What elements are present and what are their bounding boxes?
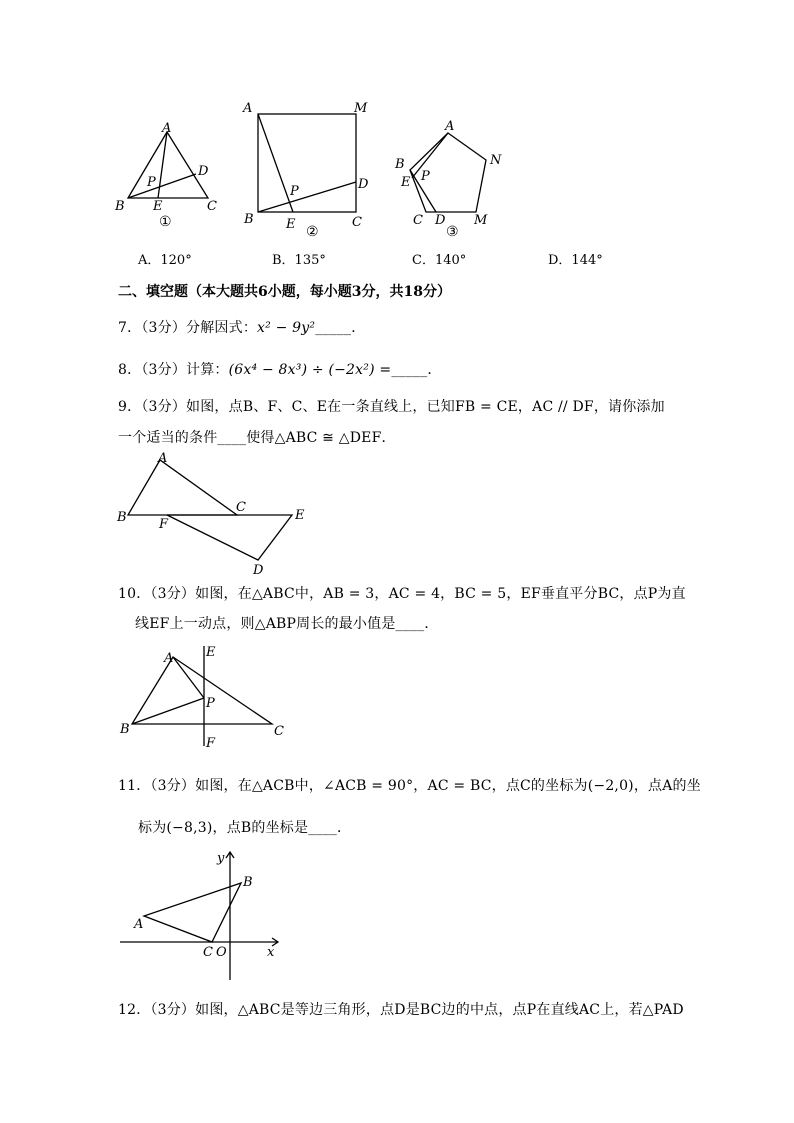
segment-ae <box>412 133 448 178</box>
label-c: C <box>352 215 362 230</box>
q11-number: 11． <box>118 778 151 794</box>
label-y: y <box>217 851 225 866</box>
label-p: P <box>206 696 215 711</box>
triangle-def <box>167 515 292 560</box>
q7-number: 7． <box>118 320 142 336</box>
label-e: E <box>286 217 296 232</box>
label-c: C <box>203 945 213 960</box>
question-8 <box>118 359 442 379</box>
option-a: A．120° <box>138 253 192 268</box>
label-e: E <box>206 645 216 660</box>
question-11-line-2: 标为(−8,3)，点B的坐标是____． <box>138 820 352 836</box>
figure-3-pentagon <box>390 116 510 240</box>
label-f: F <box>159 517 169 532</box>
label-m: M <box>354 101 368 116</box>
question-11-line-1 <box>118 775 701 795</box>
label-p: P <box>290 184 299 199</box>
question-12-line-1 <box>118 999 684 1019</box>
label-b: B <box>117 510 127 525</box>
label-b: B <box>115 199 125 214</box>
caption-3: ③ <box>446 224 459 240</box>
label-b: B <box>395 157 405 172</box>
question-7 <box>118 317 365 337</box>
option-b: B．135° <box>272 253 326 268</box>
figure-q11 <box>112 846 292 986</box>
label-c: C <box>207 199 217 214</box>
caption-2: ② <box>306 224 319 240</box>
segment-ae <box>158 132 167 198</box>
label-a: A <box>445 119 455 134</box>
q8-blank: _____ <box>391 362 428 378</box>
label-d: D <box>358 177 369 192</box>
label-e: E <box>153 199 163 214</box>
figure-1-triangle <box>112 118 222 230</box>
question-9-line-2: 一个适当的条件____使得△ABC ≅ △DEF． <box>118 430 396 446</box>
figure-q9 <box>112 448 322 578</box>
label-n: N <box>490 153 502 168</box>
label-m: M <box>474 213 488 228</box>
segment-ae <box>258 114 293 212</box>
label-d: D <box>253 563 264 578</box>
question-10-line-1 <box>118 583 686 603</box>
q9-score: （3分） <box>141 399 187 415</box>
q11-score: （3分） <box>150 778 196 794</box>
q7-text: 分解因式： <box>186 320 258 336</box>
label-a: A <box>243 101 253 116</box>
triangle-abc <box>128 132 208 198</box>
label-a: A <box>162 121 172 136</box>
triangle-abc <box>128 460 237 515</box>
figure-q10 <box>112 640 302 752</box>
q8-score: （3分） <box>141 362 187 378</box>
label-e: E <box>401 175 411 190</box>
q10-number: 10． <box>118 586 151 602</box>
label-f: F <box>206 736 216 751</box>
figure-2-square <box>240 98 380 240</box>
q8-end: ． <box>427 362 442 378</box>
label-a: A <box>164 651 174 666</box>
label-a: A <box>134 917 144 932</box>
question-10-line-2: 线EF上一动点，则△ABP周长的最小值是____． <box>135 616 439 632</box>
label-c: C <box>236 500 246 515</box>
label-d: D <box>435 213 446 228</box>
question-9-line-1 <box>118 396 665 416</box>
caption-1: ① <box>159 214 172 230</box>
q11-text-1: 如图，在△ACB中，∠ACB = 90°，AC = BC，点C的坐标为(−2,0)，点A的坐 <box>195 778 701 794</box>
q9-text-1: 如图，点B、F、C、E在一条直线上，已知FB = CE，AC // DF，请你添加 <box>186 399 665 415</box>
label-o: O <box>216 945 227 960</box>
q10-score: （3分） <box>150 586 196 602</box>
label-e: E <box>295 508 305 523</box>
segment-bd <box>128 174 196 198</box>
q10-text-1: 如图，在△ABC中，AB = 3，AC = 4，BC = 5，EF垂直平分BC，点P为直 <box>195 586 686 602</box>
segment-bd <box>258 182 356 212</box>
segment-bp <box>132 698 204 724</box>
label-x: x <box>267 945 275 960</box>
label-c: C <box>413 213 423 228</box>
q8-number: 8． <box>118 362 142 378</box>
label-b: B <box>243 875 253 890</box>
option-c: C．140° <box>412 253 467 268</box>
triangle-abc <box>132 657 272 724</box>
label-p: P <box>147 175 156 190</box>
q7-score: （3分） <box>141 320 187 336</box>
q7-end: ． <box>351 320 366 336</box>
label-p: P <box>421 169 430 184</box>
triangle-acb <box>144 883 241 942</box>
q8-text: 计算： <box>186 362 229 378</box>
q8-expression: (6x⁴ − 8x³) ÷ (−2x²) = <box>228 362 392 378</box>
q12-score: （3分） <box>150 1002 196 1018</box>
label-d: D <box>198 164 209 179</box>
q7-expression: x² − 9y² <box>257 320 316 336</box>
q12-text-1: 如图，△ABC是等边三角形，点D是BC边的中点，点P在直线AC上，若△PAD <box>195 1002 684 1018</box>
label-b: B <box>120 722 130 737</box>
q9-number: 9． <box>118 399 142 415</box>
q7-blank: _____ <box>315 320 352 336</box>
option-d: D．144° <box>548 253 603 268</box>
label-c: C <box>274 724 284 739</box>
section-title: 二、填空题（本大题共6小题，每小题3分，共18分） <box>118 284 451 300</box>
segment-ap <box>173 657 204 698</box>
label-b: B <box>244 212 254 227</box>
q12-number: 12． <box>118 1002 151 1018</box>
label-a: A <box>158 451 168 466</box>
